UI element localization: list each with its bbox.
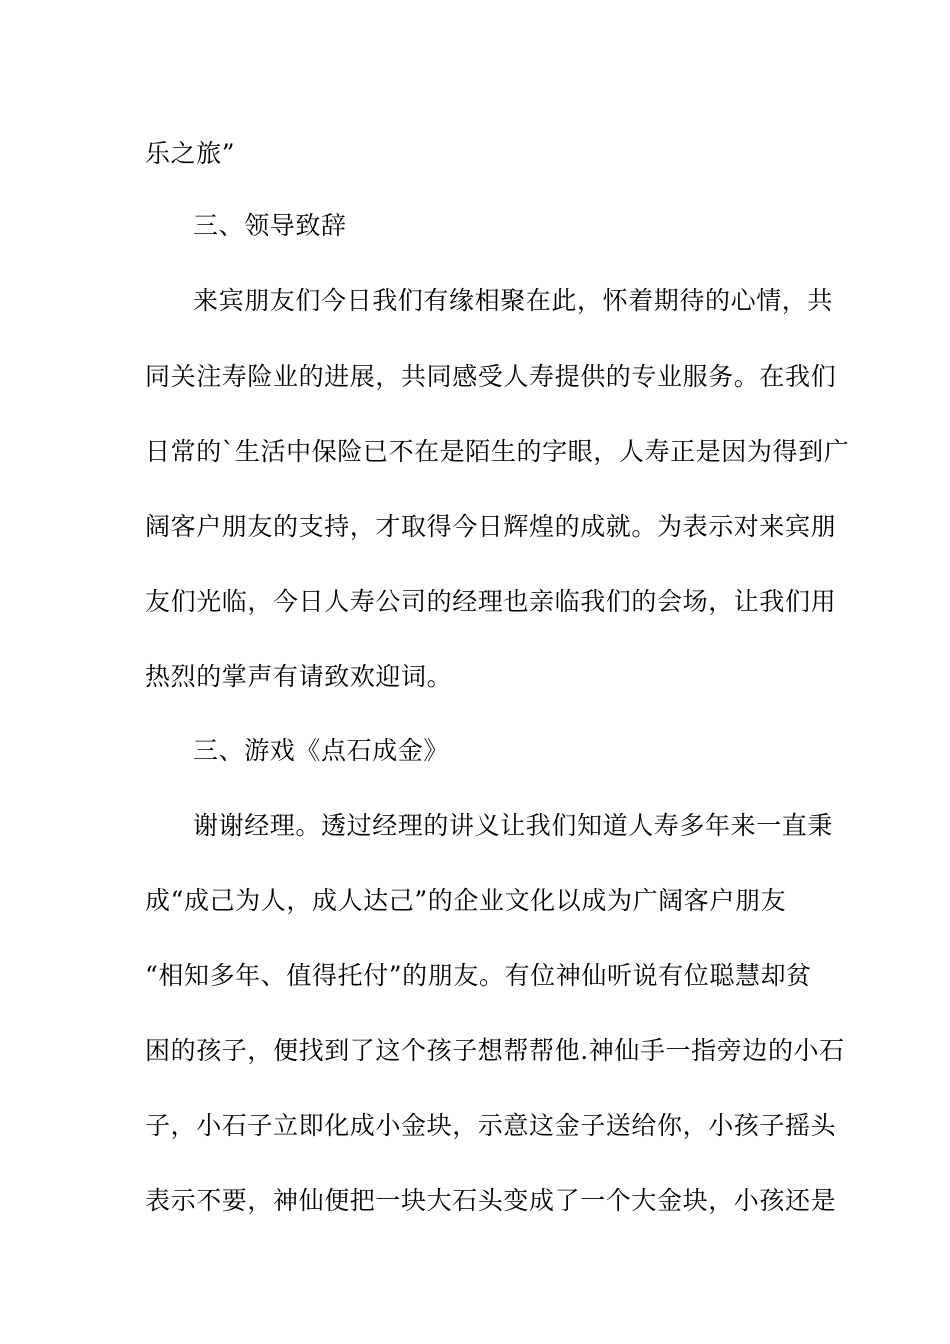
paragraph-line: 来宾朋友们今日我们有缘相聚在此，怀着期待的心情，共 [193, 286, 834, 315]
paragraph-line: 表示不要，神仙便把一块大石头变成了一个大金块，小孩还是 [145, 1186, 837, 1215]
paragraph-line: 子，小石子立即化成小金块，示意这金子送给你，小孩子摇头 [145, 1111, 837, 1140]
section-heading: 三、游戏《点石成金》 [193, 736, 450, 765]
paragraph-line: 困的孩子，便找到了这个孩子想帮帮他.神仙手一指旁边的小石 [145, 1036, 845, 1065]
paragraph-line: 友们光临，今日人寿公司的经理也亲临我们的会场，让我们用 [145, 587, 837, 616]
section-heading: 三、领导致辞 [193, 211, 347, 240]
paragraph-line: 热烈的掌声有请致欢迎词。 [145, 662, 453, 691]
paragraph-line: 日常的`生活中保险已不在是陌生的字眼，人寿正是因为得到广 [145, 437, 850, 466]
paragraph-line: 成“成己为人，成人达己”的企业文化以成为广阔客户朋友 [145, 886, 787, 915]
paragraph-line: 阔客户朋友的支持，才取得今日辉煌的成就。为表示对来宾朋 [145, 512, 837, 541]
paragraph-line: 同关注寿险业的进展，共同感受人寿提供的专业服务。在我们 [145, 362, 837, 391]
paragraph-line: 乐之旅” [145, 139, 236, 168]
paragraph-line: “相知多年、值得托付”的朋友。有位神仙听说有位聪慧却贫 [145, 961, 812, 990]
paragraph-line: 谢谢经理。透过经理的讲义让我们知道人寿多年来一直秉 [193, 811, 834, 840]
